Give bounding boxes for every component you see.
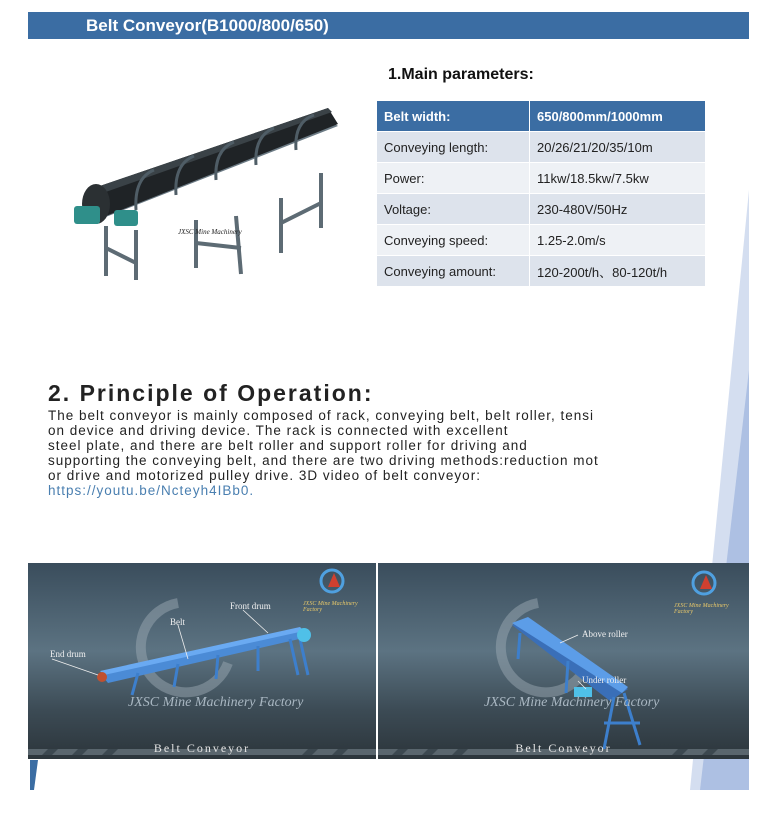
principle-heading: 2. Principle of Operation: — [48, 380, 374, 406]
param-value: 230-480V/50Hz — [530, 194, 706, 225]
video-caption: Belt Conveyor — [515, 741, 612, 755]
label-front-drum: Front drum — [230, 601, 271, 611]
principle-line: steel plate, and there are belt roller and support roller for driving and — [48, 438, 528, 453]
table-row — [377, 163, 705, 194]
header-bar — [28, 12, 749, 39]
param-value: 1.25-2.0m/s — [530, 225, 706, 256]
param-label: Voltage: — [377, 194, 530, 225]
principle-line: or drive and motorized pulley drive. 3D video of belt conveyor: — [48, 468, 481, 483]
label-belt: Belt — [170, 617, 185, 627]
video-frame-right[interactable] — [378, 563, 749, 759]
video-caption: Belt Conveyor — [153, 741, 251, 755]
table-row — [377, 225, 705, 256]
video-logo-text: JXSC Mine Machinery Factory — [674, 603, 729, 615]
param-value: 20/26/21/20/35/10m — [530, 132, 706, 163]
video-link[interactable]: https://youtu.be/Ncteyh4IBb0. — [48, 483, 255, 498]
params-heading: 1.Main parameters: — [388, 66, 534, 83]
belt-conveyor-photo — [66, 98, 346, 286]
page-title: Belt Conveyor(B1000/800/650) — [86, 16, 329, 35]
principle-line: supporting the conveying belt, and there are two driving methods:reduction mot — [48, 453, 599, 468]
param-value: 120-200t/h、80-120t/h — [530, 256, 706, 287]
principle-line: The belt conveyor is mainly composed of rack, conveying belt, belt roller, tensi — [48, 408, 594, 423]
video-logo-text: JXSC Mine Machinery Factory — [303, 601, 358, 613]
param-label: Conveying length: — [377, 132, 530, 163]
param-label: Conveying speed: — [377, 225, 530, 256]
factory-name: JXSC Mine Machinery Factory — [128, 695, 304, 710]
label-above-roller: Above roller — [582, 629, 628, 639]
table-row — [377, 194, 705, 225]
param-value: 11kw/18.5kw/7.5kw — [530, 163, 706, 194]
parameters-table — [377, 101, 705, 287]
principle-body — [48, 408, 728, 498]
label-under-roller: Under roller — [582, 675, 627, 685]
param-label: Belt width: — [377, 101, 530, 132]
factory-name: JXSC Mine Machinery Factory — [484, 695, 660, 710]
video-frame-left[interactable] — [28, 563, 376, 759]
param-value: 650/800mm/1000mm — [530, 101, 706, 132]
param-label: Conveying amount: — [377, 256, 530, 287]
label-end-drum: End drum — [50, 649, 86, 659]
photo-brand-text: JXSC Mine Machinery — [178, 228, 242, 236]
param-label: Power: — [377, 163, 530, 194]
table-row — [377, 132, 705, 163]
table-row — [377, 256, 705, 287]
principle-line: on device and driving device. The rack is connected with excellent — [48, 423, 509, 438]
table-row — [377, 101, 705, 132]
